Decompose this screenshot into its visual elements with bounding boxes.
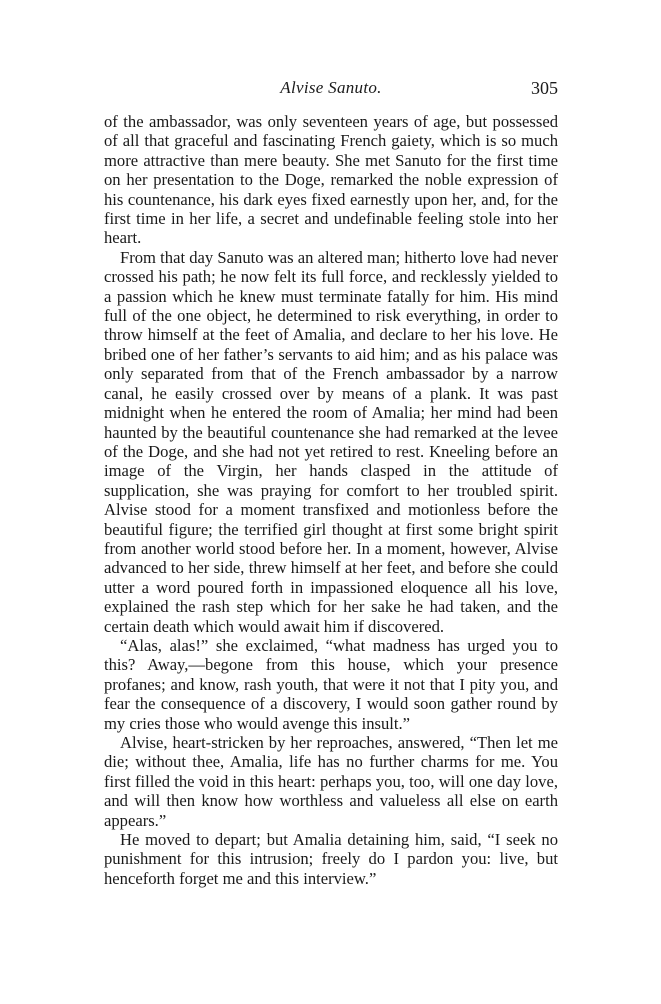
running-title: Alvise Sanuto.	[280, 78, 382, 97]
paragraph-1: of the ambassador, was only seventeen years of age, but possessed of all that graceful and fascinating French gaiety, which is so much more attractive than mere beauty. She met Sanuto for the first time on her presentation to the Doge, remarked the noble expression of his countenance, his dark eyes fixed earnestly upon her, and, for the first time in her life, a secret and undefinable feeling stole into her heart.	[104, 112, 558, 248]
paragraph-2: From that day Sanuto was an altered man; hitherto love had never crossed his path; he now felt its full force, and recklessly yielded to a passion which he knew must terminate fatally for him. His mind full of the one object, he determined to risk everything, in order to throw himself at the feet of Amalia, and declare to her his love. He bribed one of her father’s servants to aid him; and as his palace was only separated from that of the French ambassador by a narrow canal, he easily crossed over by means of a plank. It was past midnight when he entered the room of Amalia; her mind had been haunted by the beautiful countenance she had remarked at the levee of the Doge, and she had not yet retired to rest. Kneeling before an image of the Virgin, her hands clasped in the attitude of supplication, she was praying for comfort to her troubled spirit. Alvise stood for a moment transfixed and motionless before the beautiful figure; the terrified girl thought at first some bright spirit from another world stood before her. In a moment, however, Alvise advanced to her side, threw himself at her feet, and before she could utter a word poured forth in impassioned eloquence all his love, explained the rash step which for her sake he had taken, and the certain death which would await him if discovered.	[104, 247, 558, 636]
page-header	[104, 78, 558, 102]
body-text	[104, 112, 558, 888]
paragraph-5: He moved to depart; but Amalia detaining him, said, “I seek no punishment for this intrusion; freely do I pardon you: live, but henceforth forget me and this interview.”	[104, 830, 558, 888]
page-number: 305	[531, 78, 558, 98]
paragraph-3: “Alas, alas!” she exclaimed, “what madness has urged you to this? Away,—begone from this house, which your presence profanes; and know, rash youth, that were it not that I pity you, and fear the consequence of a discovery, I would soon gather round by my cries those who would avenge this insult.”	[104, 635, 558, 733]
paragraph-4: Alvise, heart-stricken by her reproaches, answered, “Then let me die; without thee, Amalia, life has no further charms for me. You first filled the void in this heart: perhaps you, too, will one day love, and will then know how worthless and valueless all else on earth appears.”	[104, 733, 558, 830]
